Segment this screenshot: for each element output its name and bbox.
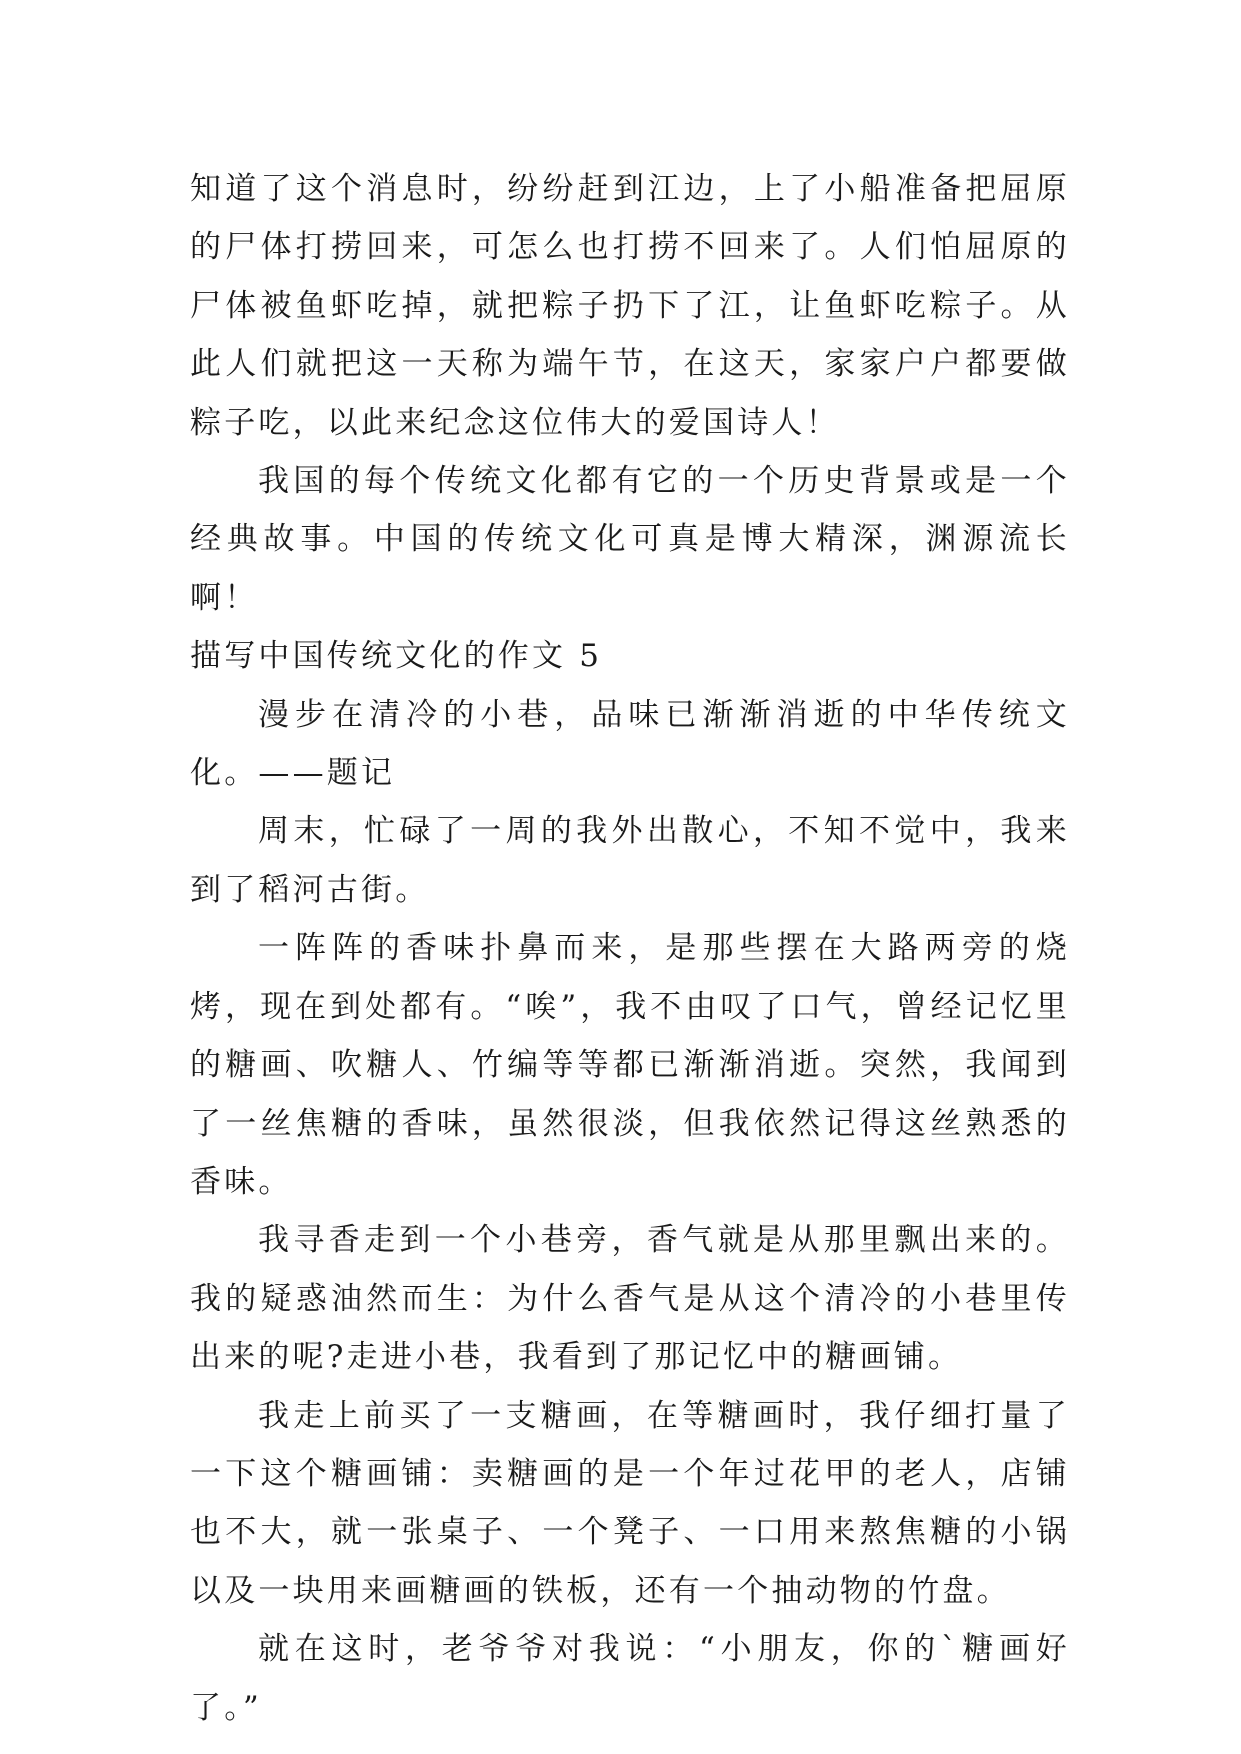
paragraph-weekend: 周末，忙碌了一周的我外出散心，不知不觉中，我来到了稻河古街。: [190, 813, 1070, 908]
paragraph-aroma: 一阵阵的香味扑鼻而来，是那些摆在大路两旁的烧烤，现在到处都有。“唉”，我不由叹了口气，曾经记忆里的糖画、吹糖人、竹编等等都已渐渐消逝。突然，我闻到了一丝焦糖的香味，虽然很淡，但我依然记得这丝熟悉的香味。: [190, 930, 1070, 1200]
paragraph-continuation: 知道了这个消息时，纷纷赶到江边，上了小船准备把屈原的尸体打捞回来，可怎么也打捞不回来了。人们怕屈原的尸体被鱼虾吃掉，就把粽子扔下了江，让鱼虾吃粽子。从此人们就把这一天称为端午节，在这天，家家户户都要做粽子吃，以此来纪念这位伟大的爱国诗人！: [190, 171, 1070, 441]
paragraph-tradition-summary: 我国的每个传统文化都有它的一个历史背景或是一个经典故事。中国的传统文化可真是博大精深，渊源流长啊！: [190, 463, 1070, 616]
paragraph-candy-shop: 我走上前买了一支糖画，在等糖画时，我仔细打量了一下这个糖画铺：卖糖画的是一个年过花甲的老人，店铺也不大，就一张桌子、一个凳子、一口用来熬焦糖的小锅以及一块用来画糖画的铁板，还有一个抽动物的竹盘。: [190, 1397, 1070, 1609]
paragraph-grandpa: 就在这时，老爷爷对我说：“小朋友，你的`糖画好了。”: [190, 1631, 1070, 1726]
document-page: [190, 160, 1070, 1737]
paragraph-epigraph: 漫步在清冷的小巷，品味已渐渐消逝的中华传统文化。——题记: [190, 696, 1070, 792]
paragraph-alley: 我寻香走到一个小巷旁，香气就是从那里飘出来的。我的疑惑油然而生：为什么香气是从这个清冷的小巷里传出来的呢?走进小巷，我看到了那记忆中的糖画铺。: [190, 1222, 1070, 1376]
essay-title: 描写中国传统文化的作文 5: [190, 638, 603, 675]
